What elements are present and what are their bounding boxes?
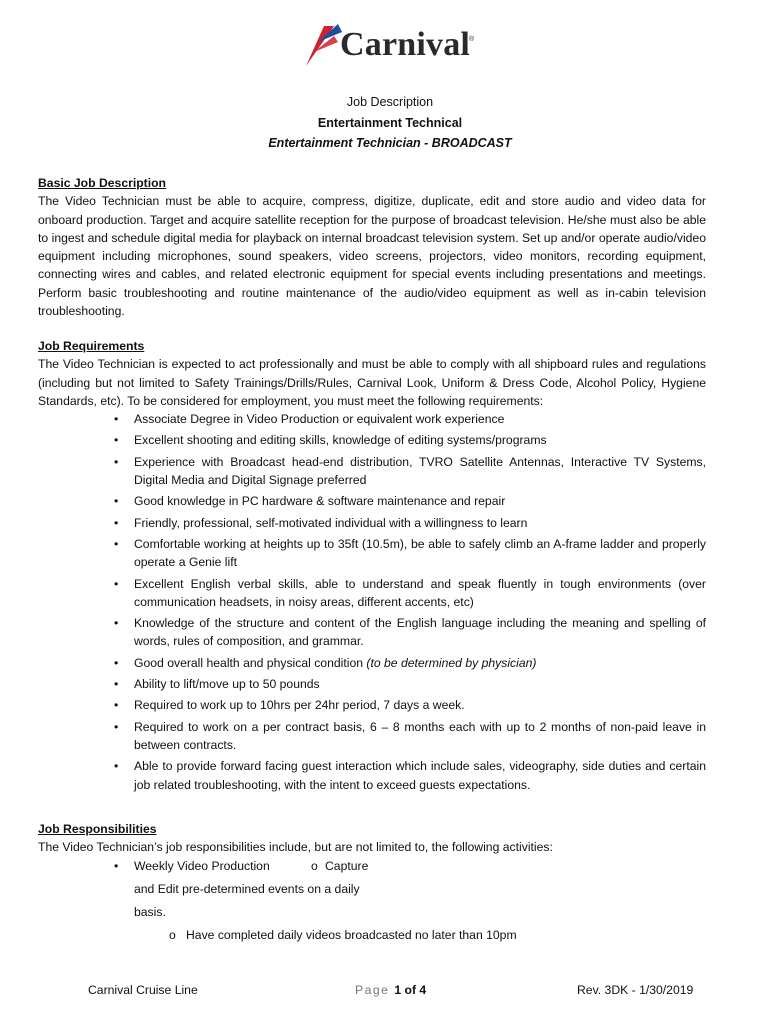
responsibilities-heading: Job Responsibilities <box>38 822 157 836</box>
department-title: Entertainment Technical <box>317 116 463 130</box>
list-item: • Required to work on a per contract basis, 6 – 8 months each with up to 2 months of non-paid leave in between contracts. <box>114 719 706 752</box>
sub-item-start: Capture <box>325 858 369 873</box>
footer-company: Carnival Cruise Line <box>88 983 198 997</box>
list-item: • Knowledge of the structure and content of the English language including the meaning and spelling of words, rules of composition, and grammar. <box>114 616 706 649</box>
list-item: • Excellent shooting and editing skills, knowledge of editing systems/programs <box>114 433 547 448</box>
list-item: • Experience with Broadcast head-end distribution, TVRO Satellite Antennas, Interactive TV Systems, Digital Media and Digital Signage preferred <box>114 454 706 488</box>
list-item: • Associate Degree in Video Production or equivalent work experience <box>114 412 505 427</box>
basic-section <box>38 174 706 320</box>
list-item-continuation: basis. <box>134 904 166 919</box>
list-item: • Comfortable working at heights up to 35ft (10.5m), be able to safely climb an A-frame ladder and properly operate a Genie lift <box>114 536 706 570</box>
list-item: • Excellent English verbal skills, able to understand and speak fluently in tough environments (over communication headsets, in noisy areas, different accents, etc) <box>114 576 706 609</box>
position-title: Entertainment Technician - BROADCAST <box>268 136 512 150</box>
logo-text: Carnival <box>340 26 471 63</box>
responsibilities-section <box>38 820 706 949</box>
doc-type: Job Description <box>346 95 434 109</box>
list-item: • Friendly, professional, self-motivated individual with a willingness to learn <box>114 515 528 530</box>
footer-revision: Rev. 3DK - 1/30/2019 <box>577 983 694 997</box>
list-item: • Good overall health and physical condition (to be determined by physician) <box>114 655 537 670</box>
footer-page-number: Page 1 of 4 <box>355 983 427 997</box>
requirements-heading: Job Requirements <box>38 339 145 353</box>
registered-mark: ® <box>469 36 475 43</box>
responsibility-item: Weekly Video Production <box>134 858 270 873</box>
list-item: • Weekly Video Production o Capture <box>38 857 706 880</box>
list-item: • Good knowledge in PC hardware & software maintenance and repair <box>114 494 506 509</box>
list-item: • Ability to lift/move up to 50 pounds <box>114 677 320 692</box>
list-item: • Required to work up to 10hrs per 24hr period, 7 days a week. <box>114 698 465 713</box>
carnival-logo <box>304 22 476 70</box>
basic-text: The Video Technician must be able to acquire, compress, digitize, duplicate, edit and store audio and video data for onboard production. Target and acquire satellite reception for the purpose of broadcast television. He/she must also be able to ingest and schedule digital media for playback on internal broadcast television system. Set up and/or operate audio/video equipment including microphones, sound speakers, video screens, projectors, video monitors, recording equipment, connecting wires and cables, and related electronic equipment for special events including presentations and meetings. Perform basic troubleshooting and routine maintenance of the audio/video equipment as well as in-cabin television troubleshooting. <box>38 194 706 319</box>
health-note: (to be determined by physician) <box>366 655 537 670</box>
basic-heading: Basic Job Description <box>38 176 167 190</box>
carnival-funnel-icon <box>304 22 344 68</box>
list-item-continuation: and Edit pre-determined events on a daily <box>134 881 360 896</box>
responsibilities-intro: The Video Technician’s job responsibilities include, but are not limited to, the following activities: <box>38 840 553 855</box>
requirements-section <box>38 337 706 797</box>
list-item: • Able to provide forward facing guest interaction which include sales, videography, side duties and certain job related troubleshooting, with the intent to exceed guests expectations. <box>114 759 706 792</box>
sub-list-item: o Have completed daily videos broadcasted no later than 10pm <box>169 927 517 942</box>
requirements-list <box>38 410 706 794</box>
requirements-intro: The Video Technician is expected to act professionally and must be able to comply with all shipboard rules and regulations (including but not limited to Safety Trainings/Drills/Rules, Carnival Look, Uniform & Dress Code, Alcohol Policy, Hygiene Standards, etc). To be considered for employment, you must meet the following requirements: <box>38 357 706 408</box>
